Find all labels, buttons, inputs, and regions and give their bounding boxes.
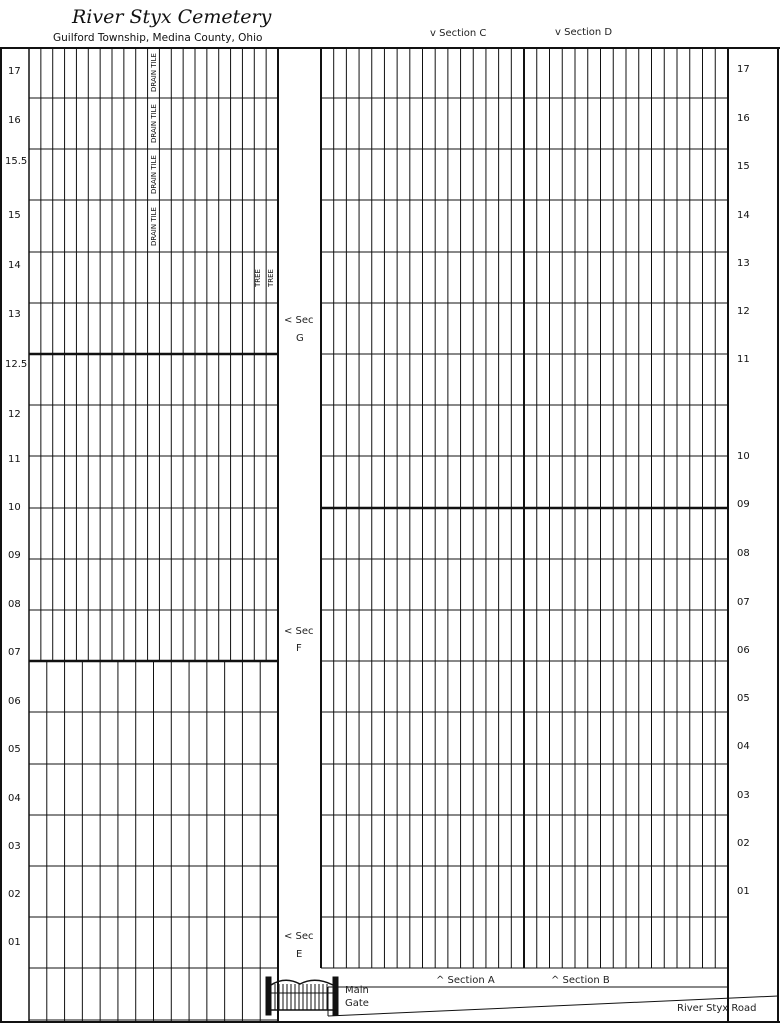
left-row-label: 17 xyxy=(8,66,21,77)
right-row-label: 12 xyxy=(737,306,750,317)
left-row-label: 02 xyxy=(8,889,21,900)
right-row-label: 01 xyxy=(737,886,750,897)
left-row-label: 16 xyxy=(8,115,21,126)
tree-label: TREE xyxy=(267,269,275,287)
right-row-label: 03 xyxy=(737,790,750,801)
section-b-label: ^ Section B xyxy=(551,975,610,986)
left-row-labels xyxy=(5,66,27,948)
map-border xyxy=(0,48,780,1023)
map-title: River Styx Cemetery xyxy=(72,6,272,28)
left-row-label: 08 xyxy=(8,599,21,610)
right-row-label: 04 xyxy=(737,741,750,752)
left-row-label: 15.5 xyxy=(5,156,28,167)
right-row-label: 08 xyxy=(737,548,750,559)
left-row-label: 06 xyxy=(8,696,21,707)
drain-tile-label: DRAIN TILE xyxy=(150,155,158,194)
drain-tile-label: DRAIN TILE xyxy=(150,207,158,246)
section-d-label: v Section D xyxy=(555,27,613,38)
right-plot-grid xyxy=(321,48,728,1022)
right-row-labels xyxy=(737,64,750,897)
right-row-label: 02 xyxy=(737,838,750,849)
left-row-label: 13 xyxy=(8,309,21,320)
left-row-label: 04 xyxy=(8,793,21,804)
sec-g-line2: G xyxy=(296,333,304,344)
left-row-label: 09 xyxy=(8,550,21,561)
right-row-label: 07 xyxy=(737,597,750,608)
right-row-label: 15 xyxy=(737,161,750,172)
right-row-label: 16 xyxy=(737,113,750,124)
tree-label: TREE xyxy=(254,269,262,287)
left-row-label: 01 xyxy=(8,937,21,948)
right-row-label: 06 xyxy=(737,645,750,656)
left-row-label: 12.5 xyxy=(5,359,28,370)
right-row-label: 09 xyxy=(737,499,750,510)
right-row-label: 14 xyxy=(737,210,750,221)
right-row-label: 10 xyxy=(737,451,750,462)
main-gate-line2: Gate xyxy=(345,998,369,1009)
section-c-label: v Section C xyxy=(430,28,487,39)
sec-f-line2: F xyxy=(296,643,302,654)
right-row-label: 05 xyxy=(737,693,750,704)
right-row-label: 11 xyxy=(737,354,750,365)
left-row-label: 14 xyxy=(8,260,21,271)
sec-f-line1: < Sec xyxy=(284,626,314,637)
drain-tile-annotations xyxy=(150,53,158,246)
left-row-label: 15 xyxy=(8,210,21,221)
map-subtitle: Guilford Township, Medina County, Ohio xyxy=(53,32,263,44)
left-row-label: 05 xyxy=(8,744,21,755)
left-row-label: 11 xyxy=(8,454,21,465)
section-a-label: ^ Section A xyxy=(436,975,495,986)
left-row-label: 10 xyxy=(8,502,21,513)
drain-tile-label: DRAIN TILE xyxy=(150,53,158,92)
left-row-label: 12 xyxy=(8,409,21,420)
tree-annotations xyxy=(254,269,275,288)
sec-e-line1: < Sec xyxy=(284,931,314,942)
road-label: River Styx Road xyxy=(677,1003,757,1014)
drain-tile-label: DRAIN TILE xyxy=(150,104,158,143)
left-row-label: 07 xyxy=(8,647,21,658)
sec-e-line2: E xyxy=(296,949,303,960)
main-gate-line1: Main xyxy=(345,985,369,996)
right-row-label: 17 xyxy=(737,64,750,75)
left-row-label: 03 xyxy=(8,841,21,852)
main-gate-icon xyxy=(266,977,338,1015)
right-row-label: 13 xyxy=(737,258,750,269)
sec-g-line1: < Sec xyxy=(284,315,314,326)
aisle-labels xyxy=(284,315,314,960)
